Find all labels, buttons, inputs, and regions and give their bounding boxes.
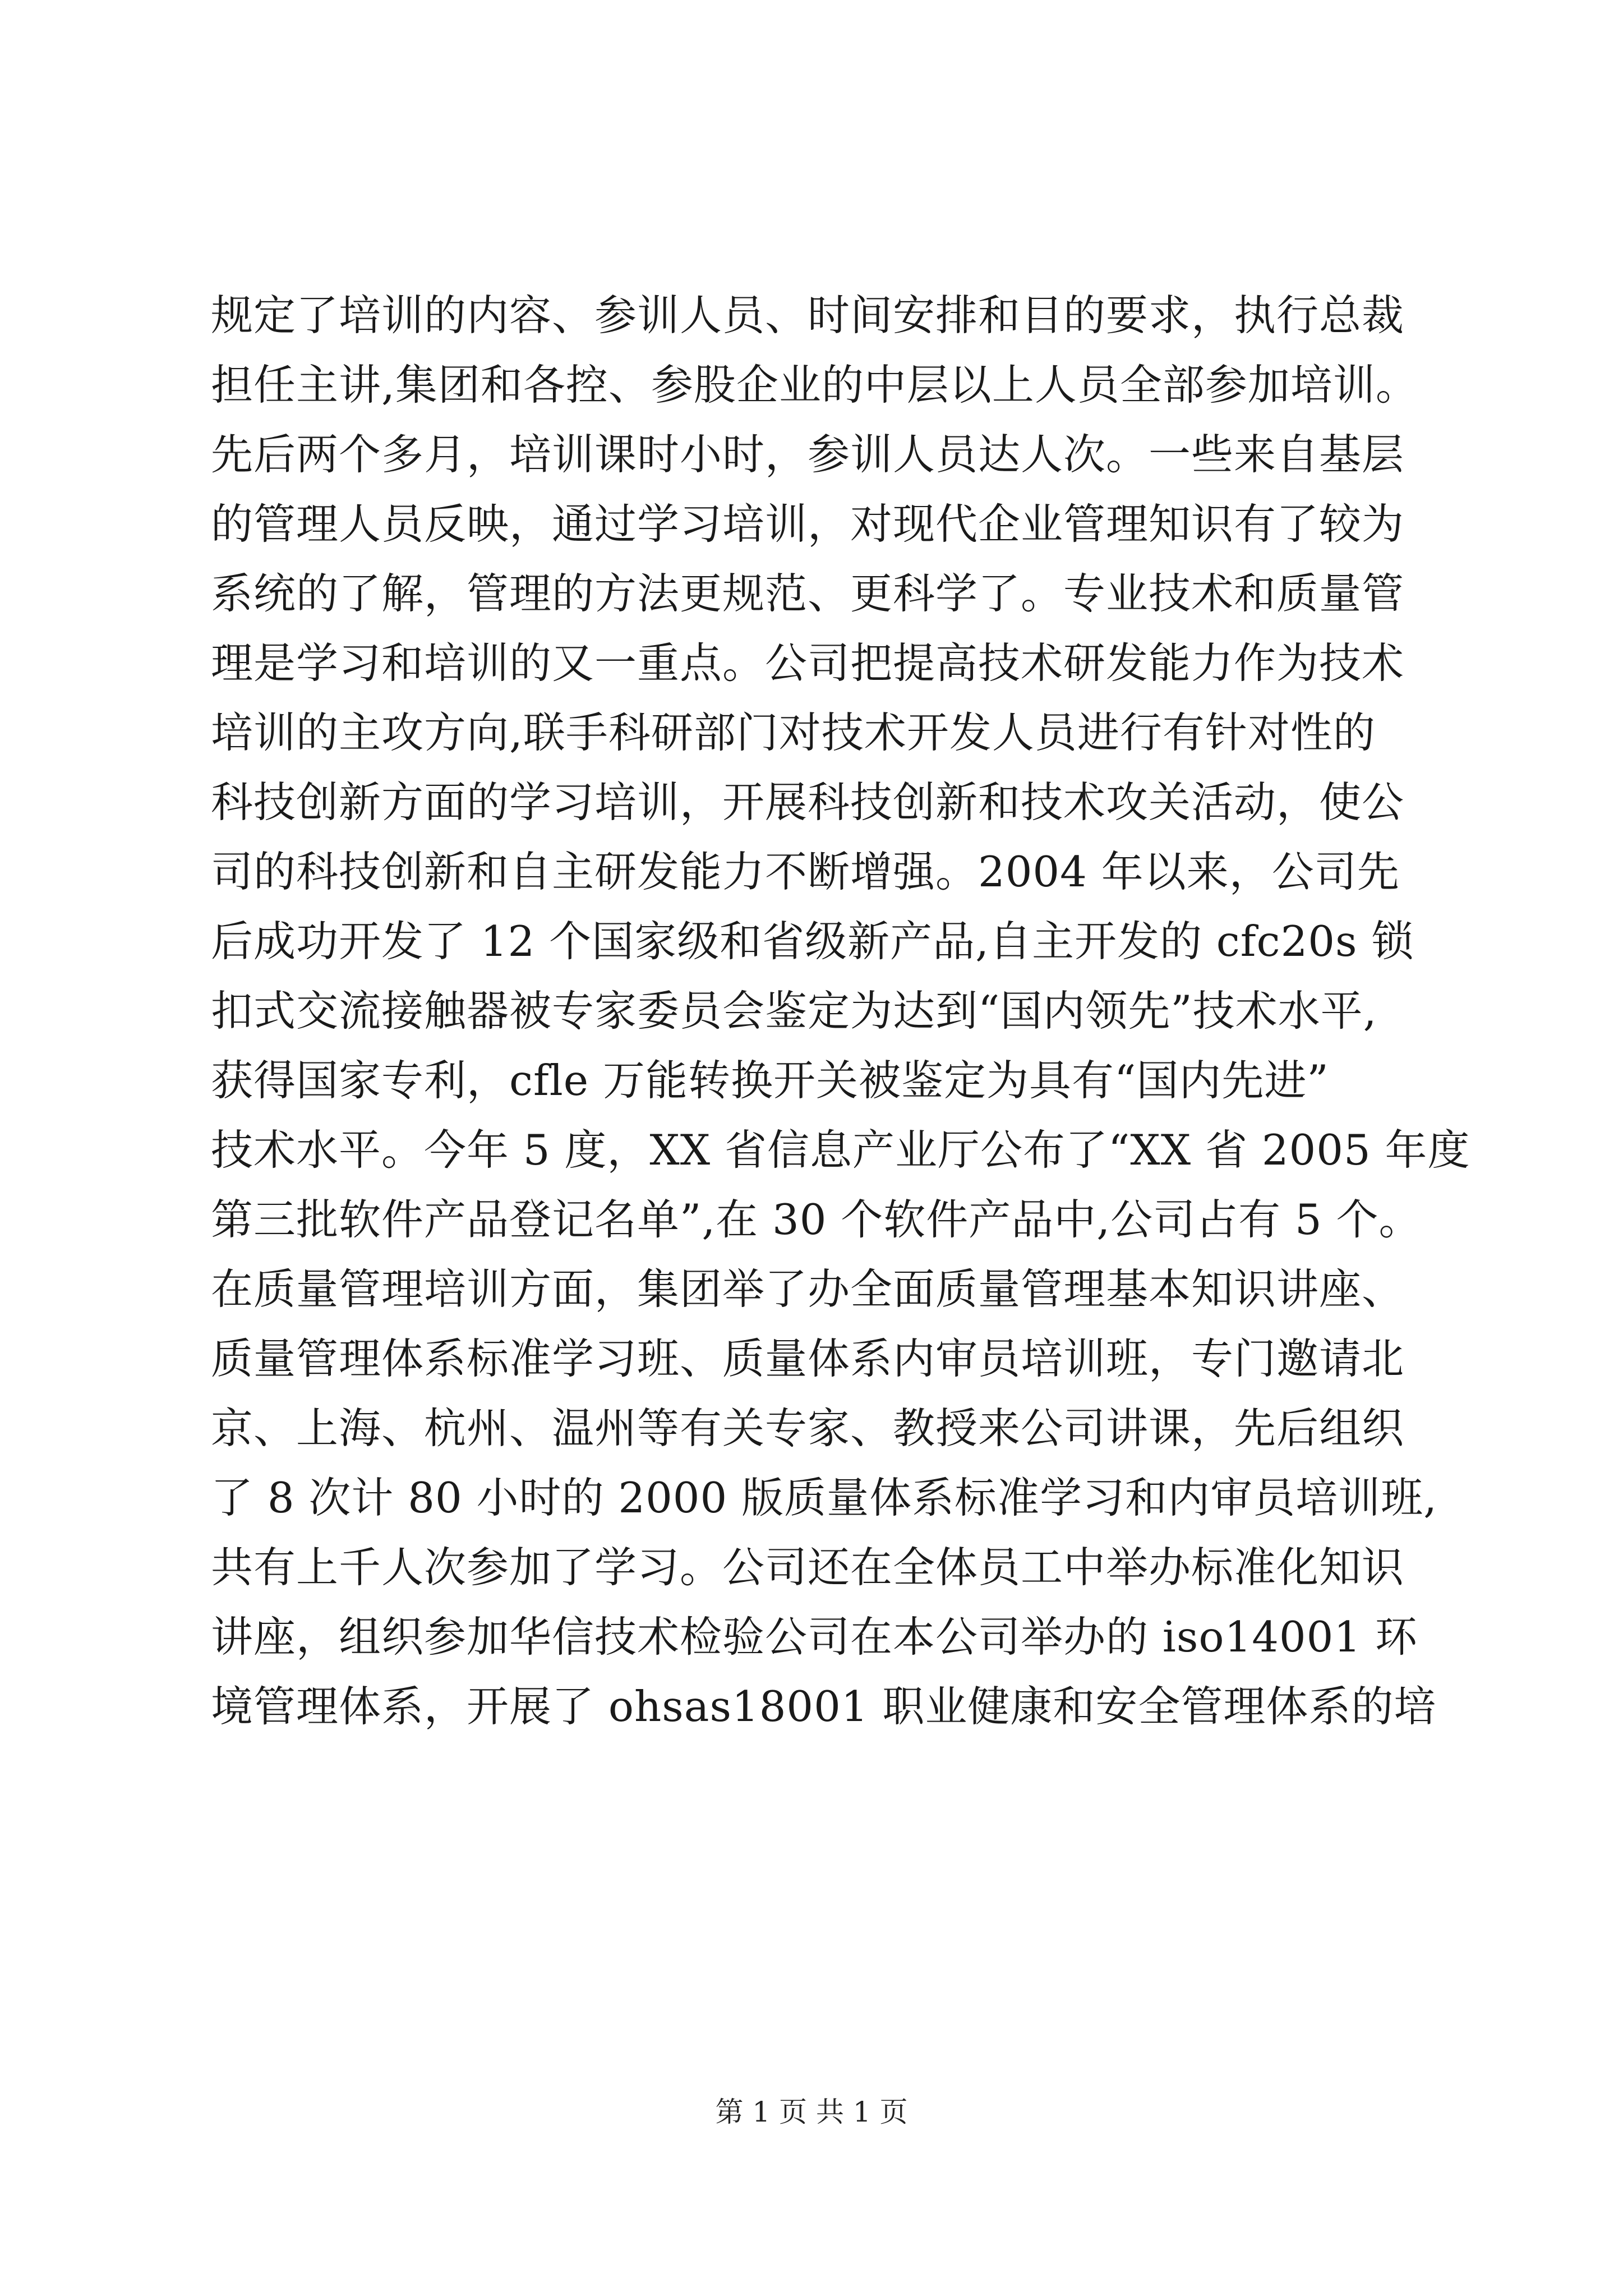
text-line: 培训的主攻方向,联手科研部门对技术开发人员进行有针对性的 <box>211 708 1376 757</box>
text-line: 质量管理体系标准学习班、质量体系内审员培训班，专门邀请北 <box>211 1334 1405 1383</box>
text-line: 扣式交流接触器被专家委员会鉴定为达到“国内领先”技术水平, <box>211 986 1377 1036</box>
text-line: 后成功开发了 12 个国家级和省级新产品,自主开发的 cfc20s 锁 <box>211 917 1414 966</box>
text-line: 在质量管理培训方面，集团举了办全面质量管理基本知识讲座、 <box>211 1264 1405 1314</box>
text-line: 的管理人员反映，通过学习培训，对现代企业管理知识有了较为 <box>211 499 1405 549</box>
text-line: 司的科技创新和自主研发能力不断增强。2004 年以来，公司先 <box>211 847 1400 896</box>
body-text <box>211 280 1470 1741</box>
text-line: 理是学习和培训的又一重点。公司把提高技术研发能力作为技术 <box>211 638 1405 688</box>
text-line: 技术水平。今年 5 度，XX 省信息产业厅公布了“XX 省 2005 年度 <box>211 1125 1470 1175</box>
text-line: 先后两个多月，培训课时小时，参训人员达人次。一些来自基层 <box>211 430 1405 479</box>
text-line: 了 8 次计 80 小时的 2000 版质量体系标准学习和内审员培训班, <box>211 1473 1437 1522</box>
text-line: 共有上千人次参加了学习。公司还在全体员工中举办标准化知识 <box>211 1543 1405 1592</box>
text-line: 获得国家专利，cfle 万能转换开关被鉴定为具有“国内先进” <box>211 1056 1329 1105</box>
text-line: 境管理体系，开展了 ohsas18001 职业健康和安全管理体系的培 <box>211 1682 1437 1731</box>
text-line: 规定了培训的内容、参训人员、时间安排和目的要求，执行总裁 <box>211 291 1405 340</box>
text-line: 讲座，组织参加华信技术检验公司在本公司举办的 iso14001 环 <box>211 1612 1418 1662</box>
text-line: 系统的了解，管理的方法更规范、更科学了。专业技术和质量管 <box>211 569 1405 618</box>
text-line: 第三批软件产品登记名单”,在 30 个软件产品中,公司占有 5 个。 <box>211 1195 1422 1244</box>
text-line: 担任主讲,集团和各控、参股企业的中层以上人员全部参加培训。 <box>211 360 1418 409</box>
text-line: 科技创新方面的学习培训，开展科技创新和技术攻关活动，使公 <box>211 777 1405 827</box>
page-footer: 第 1 页 共 1 页 <box>715 2096 908 2128</box>
text-line: 京、上海、杭州、温州等有关专家、教授来公司讲课，先后组织 <box>211 1404 1405 1453</box>
